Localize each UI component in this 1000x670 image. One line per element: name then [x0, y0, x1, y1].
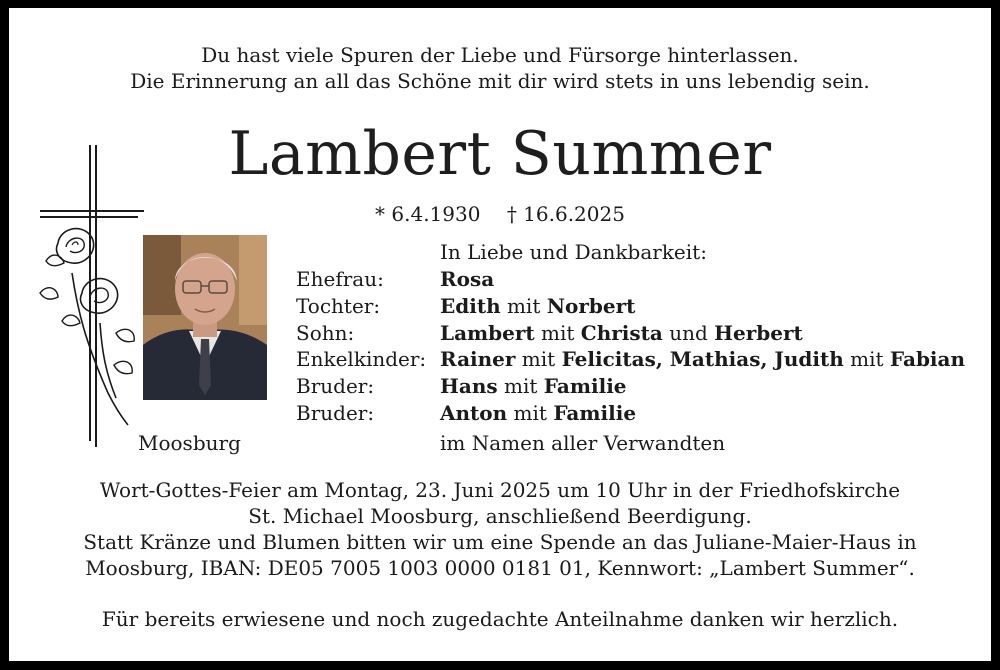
portrait-photo	[143, 235, 267, 400]
family-closing: im Namen aller Verwandten	[440, 431, 726, 455]
connector-text: mit	[843, 347, 890, 372]
relation-label: Enkelkinder:	[296, 347, 427, 372]
relative-name: Familie	[543, 374, 627, 399]
relative-names	[440, 293, 635, 319]
cross-with-roses-icon	[38, 143, 150, 455]
verse-line-1: Du hast viele Spuren der Liebe und Fürsorge hinterlassen.	[201, 43, 799, 67]
connector-text: und	[662, 320, 715, 345]
relative-name: Norbert	[546, 293, 636, 318]
connector-text: mit	[500, 293, 547, 318]
relation-label: Tochter:	[296, 293, 381, 318]
relative-names	[440, 373, 627, 399]
relation-label: Bruder:	[296, 374, 375, 399]
service-notice	[0, 477, 1000, 581]
connector-text: mit	[534, 320, 581, 345]
birth-date: * 6.4.1930	[375, 202, 481, 226]
service-line-2: St. Michael Moosburg, anschließend Beerdigung.	[248, 504, 752, 528]
verse-line-2: Die Erinnerung an all das Schöne mit dir wird stets in uns lebendig sein.	[130, 69, 870, 93]
death-date: † 16.6.2025	[506, 202, 625, 226]
relative-name: Fabian	[889, 347, 966, 372]
relative-names	[440, 266, 494, 292]
relative-names	[440, 346, 965, 372]
deceased-name: Lambert Summer	[228, 119, 772, 189]
family-intro: In Liebe und Dankbarkeit:	[440, 240, 707, 264]
connector-text: mit	[507, 401, 554, 425]
relative-names	[440, 320, 803, 346]
relative-names	[440, 400, 636, 426]
relative-name: Familie	[553, 401, 637, 425]
place-label: Moosburg	[138, 431, 241, 455]
relative-name: Hans	[440, 374, 498, 399]
relative-name: Herbert	[714, 320, 803, 345]
relative-name: Anton	[440, 401, 508, 425]
relative-name: Edith	[440, 293, 501, 318]
relation-label: Bruder:	[296, 401, 375, 425]
relative-name: Lambert	[440, 320, 535, 345]
relative-name: Rainer	[440, 347, 516, 372]
thanks-line: Für bereits erwiesene und noch zugedachte Anteilnahme danken wir herzlich.	[101, 607, 899, 631]
life-dates	[0, 202, 1000, 226]
relative-name: Rosa	[440, 267, 495, 291]
service-line-3: Statt Kränze und Blumen bitten wir um eine Spende an das Juliane-Maier-Haus in	[83, 530, 917, 554]
relation-label: Sohn:	[296, 320, 355, 345]
relative-name: Christa	[580, 320, 663, 345]
connector-text: mit	[515, 347, 562, 372]
relative-name: Felicitas, Mathias, Judith	[561, 347, 844, 372]
connector-text: mit	[497, 374, 544, 399]
service-line-4: Moosburg, IBAN: DE05 7005 1003 0000 0181 01, Kennwort: „Lambert Summer“.	[85, 556, 915, 580]
service-line-1: Wort-Gottes-Feier am Montag, 23. Juni 2025 um 10 Uhr in der Friedhofskirche	[99, 478, 901, 502]
relation-label: Ehefrau:	[296, 267, 384, 291]
